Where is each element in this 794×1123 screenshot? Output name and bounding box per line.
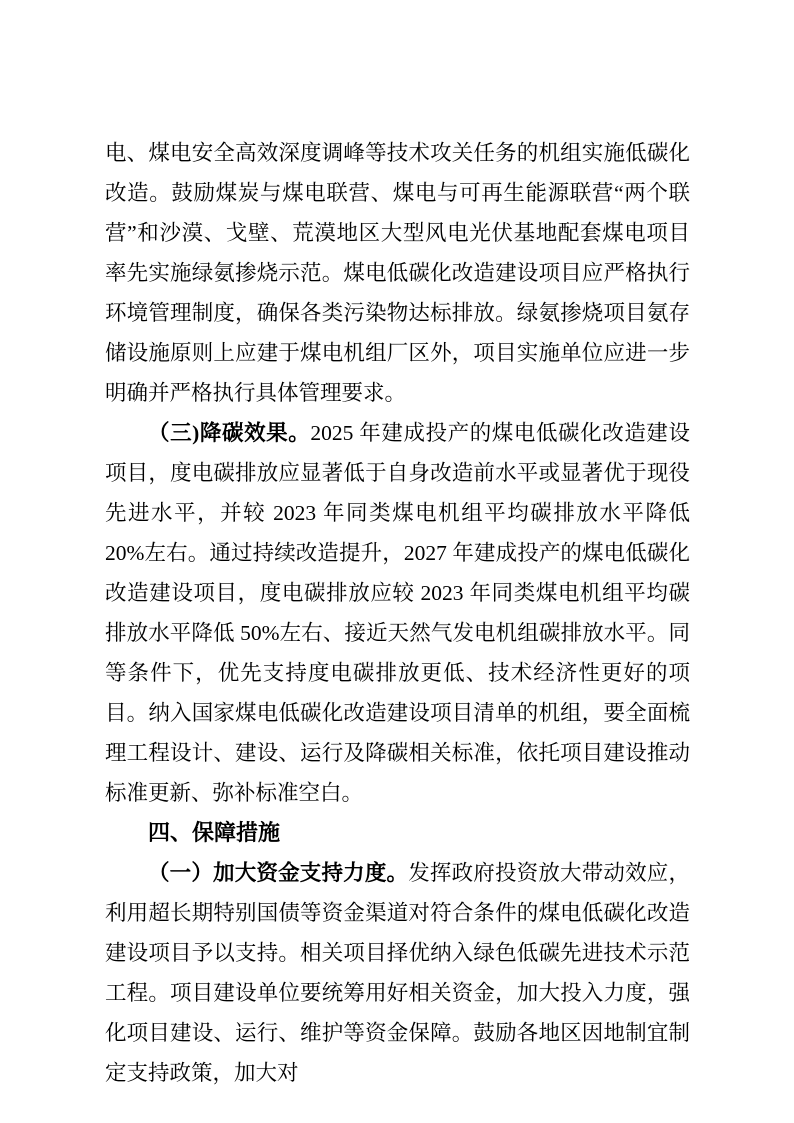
section-heading: 四、保障措施	[148, 820, 281, 845]
paragraph-lead: （三)降碳效果。	[148, 421, 311, 445]
paragraph-text: 电、煤电安全高效深度调峰等技术攻关任务的机组实施低碳化改造。鼓励煤炭与煤电联营、煤电与可再生能源联营“两个联营”和沙漠、戈壁、荒漠地区大型风电光伏基地配套煤电项目率先实施绿氨掺烧示范。煤电低碳化改造建设项目应严格执行环境管理制度，确保各类污染物达标排放。绿氨掺烧项目氨存储设施原则上应建于煤电机组厂区外，项目实施单位应进一步明确并严格执行具体管理要求。	[105, 141, 690, 405]
paragraph-continuation	[105, 133, 690, 413]
document-body	[105, 133, 690, 1093]
paragraph-text: 发挥政府投资放大带动效应，利用超长期特别国债等资金渠道对符合条件的煤电低碳化改造建设项目予以支持。相关项目择优纳入绿色低碳先进技术示范工程。项目建设单位要统筹用好相关资金，加大投入力度，强化项目建设、运行、维护等资金保障。鼓励各地区因地制宜制定支持政策，加大对	[105, 861, 690, 1085]
paragraph-text: 2025 年建成投产的煤电低碳化改造建设项目，度电碳排放应显著低于自身改造前水平或显著优于现役先进水平，并较 2023 年同类煤电机组平均碳排放水平降低 20%左右。通过持续改造提升，2027 年建成投产的煤电低碳化改造建设项目，度电碳排放应较 2023 年同类煤电机组平均碳排放水平降低 50%左右、接近天然气发电机组碳排放水平。同等条件下，优先支持度电碳排放更低、技术经济性更好的项目。纳入国家煤电低碳化改造建设项目清单的机组，要全面梳理工程设计、建设、运行及降碳相关标准，依托项目建设推动标准更新、弥补标准空白。	[105, 421, 690, 805]
paragraph-carbon-effect	[105, 413, 690, 813]
paragraph-lead: （一）加大资金支持力度。	[148, 861, 409, 885]
paragraph-funding	[105, 853, 690, 1093]
